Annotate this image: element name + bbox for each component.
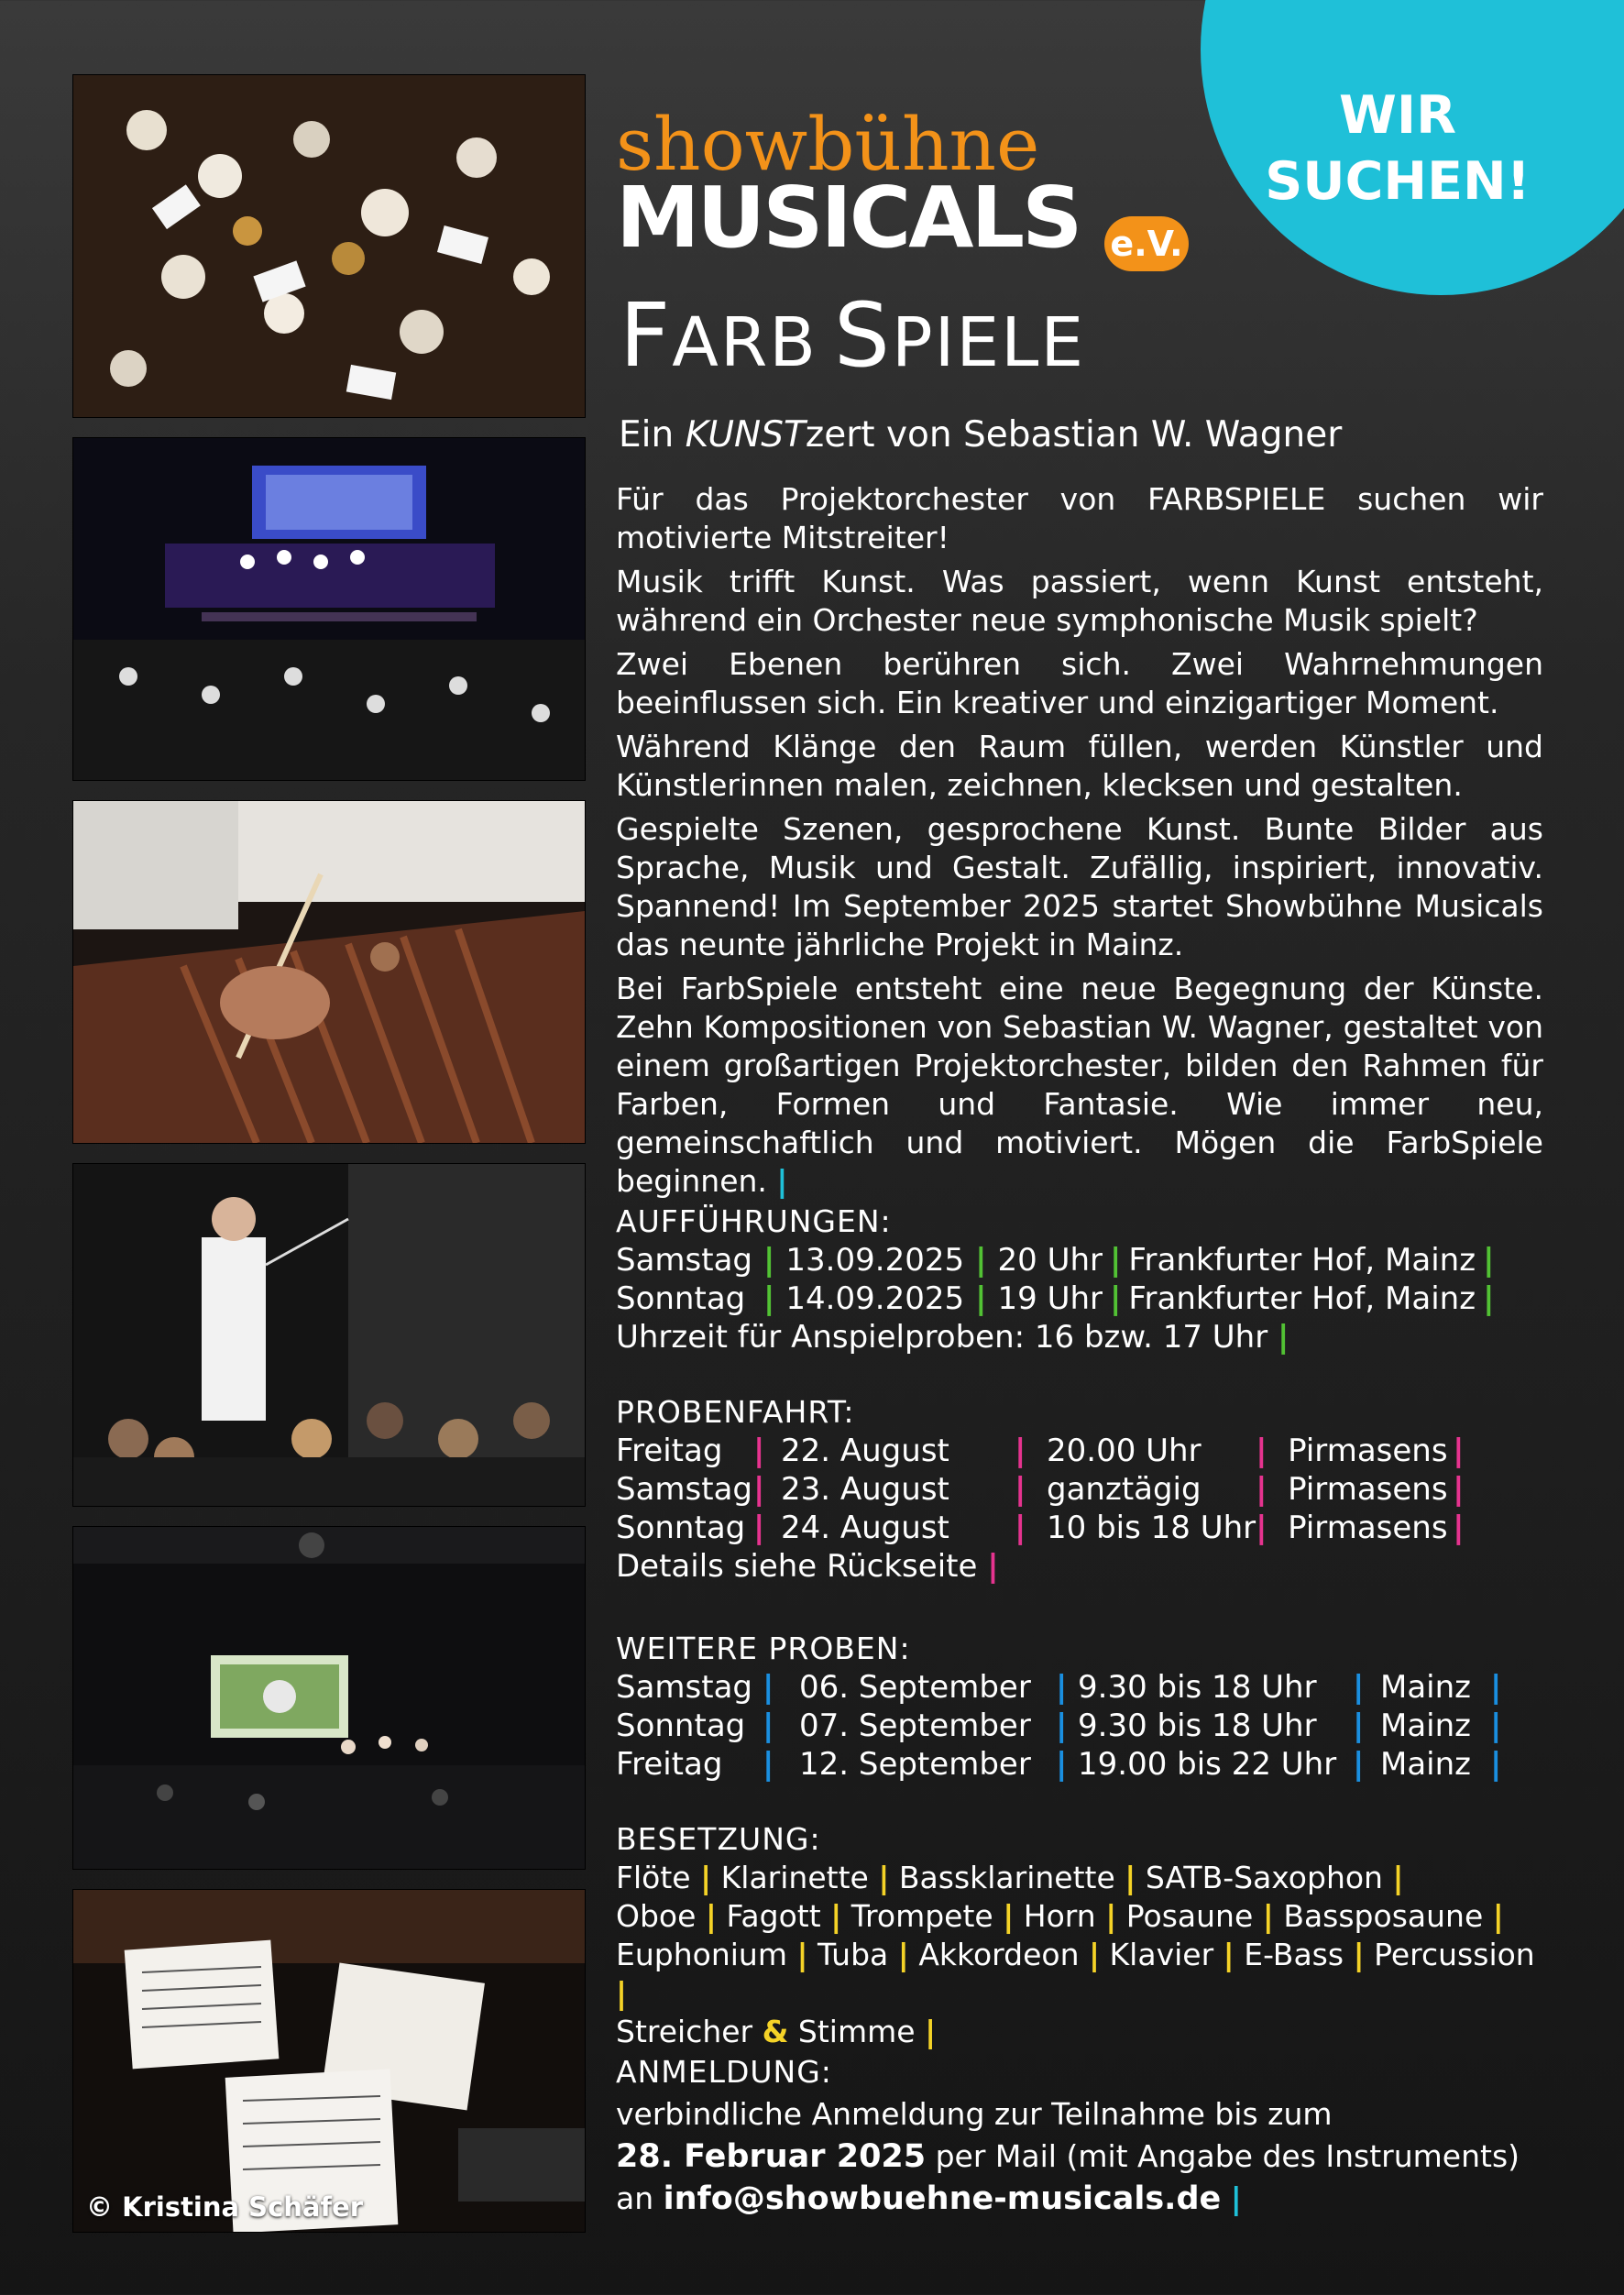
section-auffuehrungen — [616, 1202, 1543, 1356]
email-link[interactable]: info@showbuehne-musicals.de — [663, 2180, 1222, 2217]
section-heading: PROBENFAHRT: — [616, 1394, 855, 1430]
anmeldung-line1: verbindliche Anmeldung zur Teilnahme bis zum — [616, 2096, 1333, 2132]
instrument-line: Oboe | Fagott | Trompete | Horn | Posaune | Bassposaune | — [616, 1898, 1504, 1934]
intro-paragraph: Zwei Ebenen berühren sich. Zwei Wahrnehmungen beeinflussen sich. Ein kreativer und einzigartiger Moment. — [616, 646, 1543, 720]
section-heading: ANMELDUNG: — [616, 2054, 832, 2090]
section-anmeldung — [616, 2051, 1543, 2220]
logo-showbuehne: showbühne — [616, 102, 1040, 187]
photo-marimba-player — [73, 801, 585, 1143]
intro-paragraph: Gespielte Szenen, gesprochene Kunst. Bunte Bilder aus Sprache, Musik und Gestalt. Zufällig, inspiriert, innovativ. Spannend! Im September 2025 startet Showbühne Musicals das neunte jährliche Projekt in Mainz. — [616, 811, 1543, 962]
auffuehrungen-table — [616, 1241, 1501, 1318]
intro-text — [616, 480, 1543, 1206]
photo-credit: © Kristina Schäfer — [86, 2191, 364, 2223]
probenfahrt-note: Details siehe Rückseite | — [616, 1548, 999, 1585]
section-weitere-proben — [616, 1630, 1543, 1784]
table-row: Sonntag | 07. September | 9.30 bis 18 Uhr | Mainz | — [616, 1708, 1502, 1744]
auffuehrungen-note: Uhrzeit für Anspielproben: 16 bzw. 17 Uhr | — [616, 1319, 1289, 1356]
table-row: Freitag | 12. September | 19.00 bis 22 Uhr | Mainz | — [616, 1746, 1502, 1783]
section-besetzung — [616, 1820, 1543, 2051]
badge-line2: SUCHEN! — [1265, 151, 1531, 212]
photo-conductor — [73, 1164, 585, 1506]
photo-orchestra-top-view — [73, 75, 585, 417]
anmeldung-line3: an info@showbuehne-musicals.de | — [616, 2180, 1242, 2217]
badge-line1: WIR — [1339, 85, 1456, 146]
intro-paragraph: Während Klänge den Raum füllen, werden Künstler und Künstlerinnen malen, zeichnen, klecksen und gestalten. — [616, 729, 1543, 803]
intro-paragraph: Für das Projektorchester von FARBSPIELE suchen wir motivierte Mitstreiter! — [616, 481, 1543, 555]
instrument-line: Euphonium | Tuba | Akkordeon | Klavier | E-Bass | Percussion | — [616, 1937, 1535, 2011]
anmeldung-line2: 28. Februar 2025 per Mail (mit Angabe des Instruments) — [616, 2138, 1520, 2175]
page-title: FARB SPIELE — [620, 284, 1086, 387]
intro-paragraph: Bei FarbSpiele entsteht eine neue Begegnung der Künste. Zehn Kompositionen von Sebastian W. Wagner, gestaltet von einem großartigen Projektorchester, bilden den Rahmen für Farben, Formen und Fantasie. Wie immer neu, gemeinschaftlich und motiviert. Mögen die FarbSpiele beginnen. | — [616, 971, 1543, 1199]
section-heading: BESETZUNG: — [616, 1821, 821, 1857]
deadline-date: 28. Februar 2025 — [616, 2138, 927, 2175]
photo-stage-performance — [73, 438, 585, 780]
section-heading: WEITERE PROBEN: — [616, 1631, 911, 1666]
logo-ev-badge: e.V. — [1104, 216, 1189, 271]
photo-concert-hall — [73, 1527, 585, 1869]
badge-text — [1246, 82, 1549, 214]
instrument-line: Streicher & Stimme | — [616, 2014, 937, 2049]
table-row: Sonntag | 24. August | 10 bis 18 Uhr | Pirmasens | — [616, 1510, 1465, 1546]
table-row: Samstag | 13.09.2025 | 20 Uhr | Frankfurter Hof, Mainz | — [616, 1242, 1495, 1279]
table-row: Freitag | 22. August | 20.00 Uhr | Pirmasens | — [616, 1433, 1465, 1469]
intro-paragraph: Musik trifft Kunst. Was passiert, wenn Kunst entsteht, während ein Orchester neue symphonische Musik spielt? — [616, 564, 1543, 638]
section-probenfahrt — [616, 1393, 1543, 1586]
table-row: Samstag | 06. September | 9.30 bis 18 Uhr | Mainz | — [616, 1669, 1502, 1706]
probenfahrt-table — [616, 1432, 1465, 1547]
weitere-proben-table — [616, 1668, 1501, 1784]
subtitle: Ein KUNSTzert von Sebastian W. Wagner — [619, 414, 1343, 456]
photo-sheet-music — [73, 1890, 585, 2232]
section-heading: AUFFÜHRUNGEN: — [616, 1203, 892, 1239]
instrument-line: Flöte | Klarinette | Bassklarinette | SATB-Saxophon | — [616, 1860, 1404, 1895]
table-row: Sonntag | 14.09.2025 | 19 Uhr | Frankfurter Hof, Mainz | — [616, 1280, 1495, 1317]
table-row: Samstag | 23. August | ganztägig | Pirmasens | — [616, 1471, 1465, 1508]
logo-musicals: MUSICALS — [616, 169, 1081, 267]
